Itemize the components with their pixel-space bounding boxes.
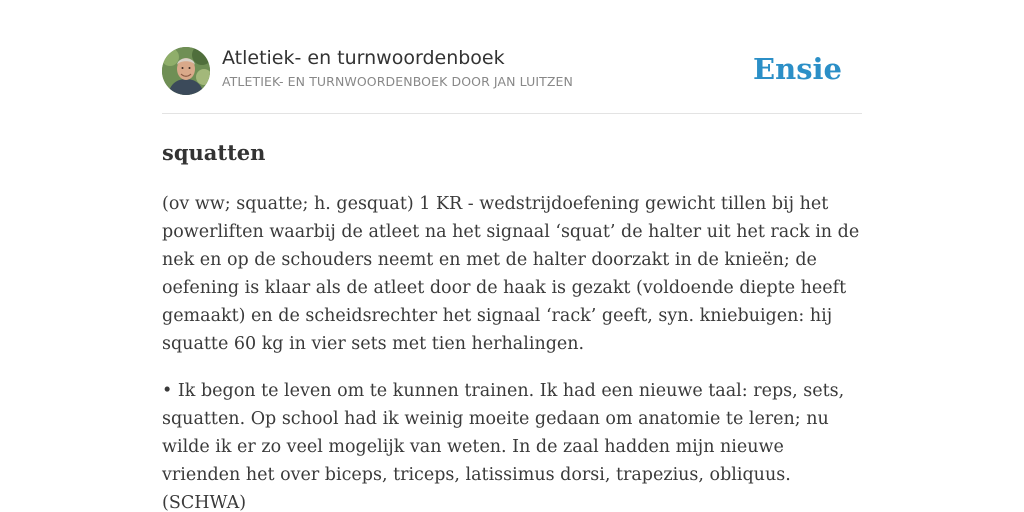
header-divider — [162, 113, 862, 114]
dictionary-title[interactable]: Atletiek- en turnwoordenboek — [222, 47, 505, 69]
author-avatar[interactable] — [162, 47, 210, 95]
entry-example: • Ik begon te leven om te kunnen trainen. Ik had een nieuwe taal: reps, sets, squatten. Op school had ik weinig moeite gedaan om anatomie te leren; nu wilde ik er zo veel mogelijk van weten. In de zaal hadden mijn nieuwe vrienden het over biceps, triceps, latissimus dorsi, trapezius, obliquus. (SCHWA) — [162, 381, 845, 512]
ensie-logo[interactable]: Ensie — [753, 52, 842, 86]
entry-definition: (ov ww; squatte; h. gesquat) 1 KR - wedstrijdoefening gewicht tillen bij het powerliften waarbij de atleet na het signaal ‘squat’ de halter uit het rack in de nek en op de schouders neemt en met de halter doorzakt in de knieën; de oefening is klaar als de atleet door de haak is gezakt (voldoende diepte heeft gemaakt) en de scheidsrechter het signaal ‘rack’ geeft, syn. kniebuigen: hij squatte 60 kg in vier sets met tien herhalingen. — [162, 194, 860, 354]
dictionary-header — [162, 46, 862, 96]
entry-card — [162, 0, 862, 512]
author-portrait-icon — [162, 47, 210, 95]
entry-term: squatten — [162, 140, 266, 165]
dictionary-author[interactable]: ATLETIEK- EN TURNWOORDENBOEK DOOR JAN LUITZEN — [222, 74, 573, 89]
